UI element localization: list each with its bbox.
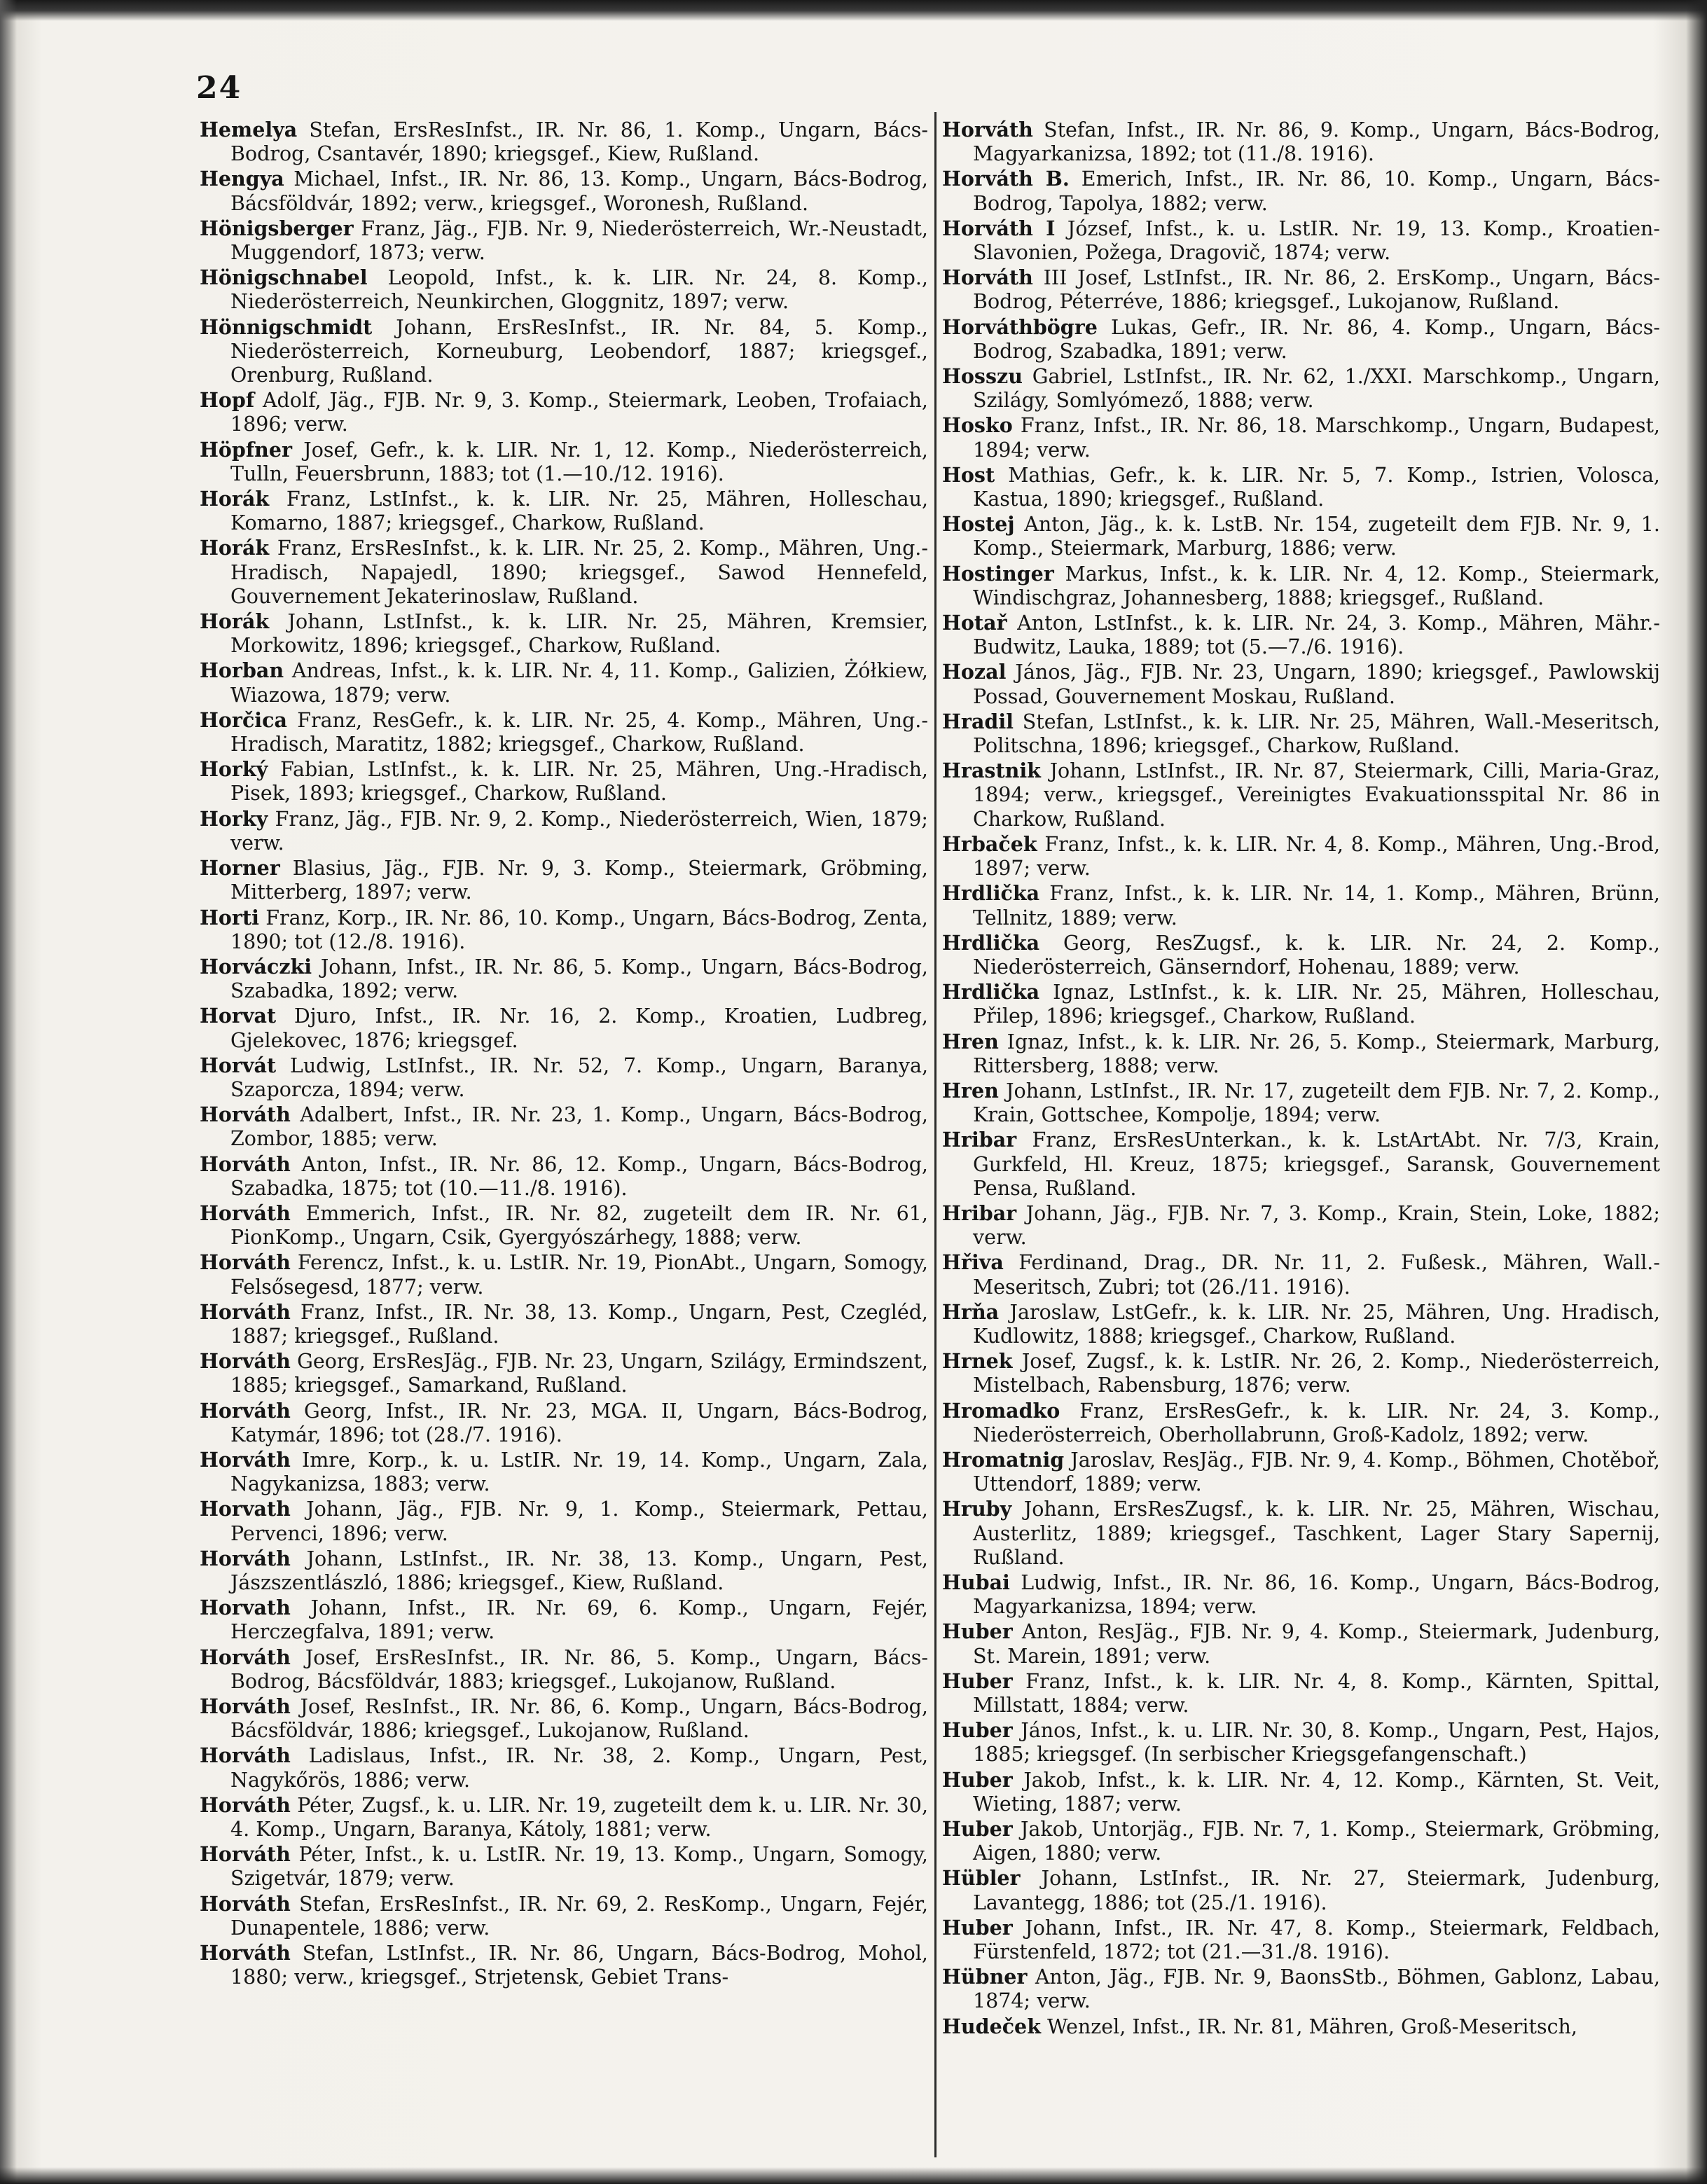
- entry-details: Lukas, Gefr., IR. Nr. 86, 4. Komp., Ungarn, Bács-Bodrog, Szabadka, 1891; verw.: [973, 315, 1660, 363]
- entry-details: Jakob, Untorjäg., FJB. Nr. 7, 1. Komp., Steiermark, Gröbming, Aigen, 1880; verw.: [973, 1818, 1660, 1865]
- list-entry: [200, 315, 928, 388]
- entry-surname: Horban: [200, 658, 284, 683]
- list-entry: [200, 856, 928, 904]
- entry-details: János, Jäg., FJB. Nr. 23, Ungarn, 1890; kriegsgef., Pawlowskij Possad, Gouvernement Moskau, Rußland.: [973, 661, 1660, 708]
- entry-details: Franz, Infst., k. k. LIR. Nr. 14, 1. Komp., Mähren, Brünn, Tellnitz, 1889; verw.: [973, 882, 1660, 929]
- entry-details: Johann, Infst., IR. Nr. 69, 6. Komp., Ungarn, Fejér, Herczegfalva, 1891; verw.: [230, 1596, 928, 1644]
- entry-surname: Horák: [200, 536, 270, 560]
- list-entry: [200, 1694, 928, 1743]
- list-entry: [200, 955, 928, 1003]
- entry-surname: Horváth: [942, 265, 1033, 290]
- entry-surname: Host: [942, 462, 995, 487]
- entry-details: János, Infst., k. u. LIR. Nr. 30, 8. Komp., Ungarn, Pest, Hajos, 1885; kriegsgef. (In serbischer Kriegsgefangenschaft.): [973, 1719, 1660, 1767]
- entry-surname: Horky: [200, 806, 268, 831]
- entry-details: Jaroslav, ResJäg., FJB. Nr. 9, 4. Komp., Böhmen, Chotěboř, Uttendorf, 1889; verw.: [973, 1448, 1660, 1496]
- entry-surname: Hostinger: [942, 561, 1054, 586]
- list-entry: [942, 118, 1660, 166]
- entry-surname: Horvath: [200, 1596, 291, 1620]
- right-column: [942, 118, 1660, 2040]
- entry-details: Ludwig, LstInfst., IR. Nr. 52, 7. Komp., Ungarn, Baranya, Szaporcza, 1894; verw.: [230, 1053, 928, 1101]
- entry-details: Johann, Infst., IR. Nr. 86, 5. Komp., Ungarn, Bács-Bodrog, Szabadka, 1892; verw.: [230, 955, 928, 1003]
- entry-details: Franz, ErsResGefr., k. k. LIR. Nr. 24, 3. Komp., Niederösterreich, Oberhollabrunn, Groß-Kadolz, 1892; verw.: [973, 1399, 1660, 1446]
- entry-surname: Horák: [200, 487, 270, 511]
- list-entry: [200, 167, 928, 215]
- list-entry: [200, 1547, 928, 1595]
- entry-details: Anton, ResJäg., FJB. Nr. 9, 4. Komp., Steiermark, Judenburg, St. Marein, 1891; verw.: [973, 1620, 1660, 1668]
- entry-surname: Hengya: [200, 167, 284, 191]
- entry-details: Stefan, Infst., IR. Nr. 86, 9. Komp., Ungarn, Bács-Bodrog, Magyarkanizsa, 1892; tot (11./8. 1916).: [973, 118, 1660, 166]
- entry-details: Leopold, Infst., k. k. LIR. Nr. 24, 8. Komp., Niederösterreich, Neunkirchen, Gloggnitz, 1897; verw.: [230, 266, 928, 314]
- list-entry: [942, 1817, 1660, 1865]
- list-entry: [200, 1448, 928, 1496]
- entry-details: Johann, LstInfst., k. k. LIR. Nr. 25, Mähren, Kremsier, Morkowitz, 1896; kriegsgef., Charkow, Rußland.: [230, 610, 928, 658]
- entry-surname: Horváth: [200, 1694, 291, 1718]
- entry-details: Ignaz, Infst., k. k. LIR. Nr. 26, 5. Komp., Steiermark, Marburg, Rittersberg, 1888; verw.: [973, 1030, 1660, 1077]
- entry-details: Johann, Jäg., FJB. Nr. 9, 1. Komp., Steiermark, Pettau, Pervenci, 1896; verw.: [230, 1498, 928, 1545]
- entry-surname: Huber: [942, 1915, 1013, 1940]
- entry-surname: Hruby: [942, 1497, 1012, 1521]
- entry-details: Franz, LstInfst., k. k. LIR. Nr. 25, Mähren, Holleschau, Komarno, 1887; kriegsgef., Charkow, Rußland.: [230, 488, 928, 535]
- entry-details: Adalbert, Infst., IR. Nr. 23, 1. Komp., Ungarn, Bács-Bodrog, Zombor, 1885; verw.: [230, 1103, 928, 1151]
- entry-details: Franz, Jäg., FJB. Nr. 9, 2. Komp., Niederösterreich, Wien, 1879; verw.: [230, 807, 928, 855]
- entry-surname: Hren: [942, 1078, 999, 1103]
- list-entry: [200, 1596, 928, 1644]
- entry-details: Josef, Zugsf., k. k. LstIR. Nr. 26, 2. Komp., Niederösterreich, Mistelbach, Rabensburg, 1876; verw.: [973, 1350, 1660, 1397]
- entry-details: Imre, Korp., k. u. LstIR. Nr. 19, 14. Komp., Ungarn, Zala, Nagykanizsa, 1883; verw.: [230, 1448, 928, 1496]
- entry-surname: Horváth: [200, 1792, 291, 1817]
- entry-details: Ferdinand, Drag., DR. Nr. 11, 2. Fußesk., Mähren, Wall.-Meseritsch, Zubri; tot (26./11. 1916).: [973, 1251, 1660, 1299]
- entry-details: Johann, ErsResZugsf., k. k. LIR. Nr. 25, Mähren, Wischau, Austerlitz, 1889; kriegsgef., Taschkent, Lager Stary Sapernij, Rußland.: [973, 1498, 1660, 1569]
- entry-surname: Horváth: [942, 118, 1033, 141]
- entry-surname: Horner: [200, 856, 280, 880]
- entry-details: Ignaz, LstInfst., k. k. LIR. Nr. 25, Mähren, Holleschau, Přilep, 1896; kriegsgef., Charkow, Rußland.: [973, 981, 1660, 1028]
- entry-surname: Hubai: [942, 1570, 1010, 1594]
- list-entry: [942, 1079, 1660, 1127]
- list-entry: [200, 708, 928, 756]
- entry-surname: Hosko: [942, 413, 1013, 438]
- entry-surname: Hübler: [942, 1866, 1021, 1891]
- list-entry: [200, 757, 928, 806]
- entry-details: Djuro, Infst., IR. Nr. 16, 2. Komp., Kroatien, Ludbreg, Gjelekovec, 1876; kriegsgef.: [230, 1004, 928, 1052]
- list-entry: [942, 1768, 1660, 1816]
- list-entry: [942, 759, 1660, 831]
- entry-surname: Hosszu: [942, 364, 1023, 389]
- entry-surname: Horváth: [200, 1398, 291, 1423]
- entry-surname: Horváth: [200, 1645, 291, 1669]
- entry-details: Josef, Gefr., k. k. LIR. Nr. 1, 12. Komp., Niederösterreich, Tulln, Feuersbrunn, 1883; tot (1.—10./12. 1916).: [230, 438, 928, 485]
- entry-surname: Hemelya: [200, 118, 298, 141]
- list-entry: [200, 1941, 928, 1989]
- entry-details: Michael, Infst., IR. Nr. 86, 13. Komp., Ungarn, Bács-Bodrog, Bácsföldvár, 1892; verw., kriegsgef., Woronesh, Rußland.: [230, 167, 928, 215]
- entry-details: Stefan, LstInfst., IR. Nr. 86, Ungarn, Bács-Bodrog, Mohol, 1880; verw., kriegsgef., Strjetensk, Gebiet Trans-: [230, 1942, 928, 1989]
- list-entry: [200, 1793, 928, 1841]
- list-entry: [942, 832, 1660, 880]
- list-entry: [942, 1448, 1660, 1496]
- list-entry: [200, 609, 928, 658]
- entry-details: Jakob, Infst., k. k. LIR. Nr. 4, 12. Komp., Kärnten, St. Veit, Wieting, 1887; verw.: [973, 1768, 1660, 1816]
- entry-details: Ladislaus, Infst., IR. Nr. 38, 2. Komp., Ungarn, Pest, Nagykőrös, 1886; verw.: [230, 1744, 928, 1792]
- list-entry: [200, 487, 928, 535]
- entry-surname: Horváthbögre: [942, 315, 1098, 339]
- entry-surname: Horvath: [200, 1497, 291, 1521]
- entry-surname: Hrnek: [942, 1349, 1013, 1374]
- list-entry: [200, 216, 928, 265]
- entry-details: Stefan, LstInfst., k. k. LIR. Nr. 25, Mähren, Wall.-Meseritsch, Politschna, 1896; kriegsgef., Charkow, Rußland.: [973, 710, 1660, 758]
- entry-surname: Horváth: [200, 1891, 291, 1916]
- entry-details: Péter, Zugsf., k. u. LIR. Nr. 19, zugeteilt dem k. u. LIR. Nr. 30, 4. Komp., Ungarn, Baranya, Kátoly, 1881; verw.: [230, 1793, 928, 1841]
- entry-surname: Hrdlička: [942, 930, 1040, 955]
- list-entry: [200, 1053, 928, 1102]
- entry-details: Anton, Jäg., FJB. Nr. 9, BaonsStb., Böhmen, Gablonz, Labau, 1874; verw.: [973, 1965, 1660, 2013]
- list-entry: [942, 1300, 1660, 1348]
- entry-details: Markus, Infst., k. k. LIR. Nr. 4, 12. Komp., Steiermark, Windischgraz, Johannesberg, 1888; kriegsgef., Rußland.: [973, 562, 1660, 609]
- entry-surname: Hradil: [942, 709, 1014, 733]
- list-entry: [942, 980, 1660, 1028]
- list-entry: [942, 1669, 1660, 1718]
- entry-surname: Hönigschnabel: [200, 265, 368, 290]
- list-entry: [200, 1497, 928, 1545]
- entry-details: Franz, ErsResInfst., k. k. LIR. Nr. 25, 2. Komp., Mähren, Ung.-Hradisch, Napajedl, 1890; kriegsgef., Sawod Hennefeld, Gouvernement Jekaterinoslaw, Rußland.: [230, 537, 928, 608]
- entry-details: Emerich, Infst., IR. Nr. 86, 10. Komp., Ungarn, Bács-Bodrog, Tapolya, 1882; verw.: [973, 167, 1660, 215]
- list-entry: [942, 1718, 1660, 1767]
- list-entry: [942, 1349, 1660, 1397]
- entry-surname: Hrdlička: [942, 980, 1040, 1004]
- list-entry: [942, 1570, 1660, 1619]
- entry-details: Franz, Jäg., FJB. Nr. 9, Niederösterreich, Wr.-Neustadt, Muggendorf, 1873; verw.: [230, 216, 928, 265]
- list-entry: [942, 1619, 1660, 1668]
- entry-surname: Huber: [942, 1817, 1013, 1841]
- entry-surname: Hrňa: [942, 1299, 1000, 1324]
- list-entry: [942, 1866, 1660, 1914]
- list-entry: [942, 660, 1660, 708]
- list-entry: [942, 463, 1660, 511]
- entry-surname: Huber: [942, 1767, 1013, 1792]
- list-entry: [200, 906, 928, 954]
- list-entry: [200, 1842, 928, 1891]
- list-entry: [942, 1030, 1660, 1078]
- list-entry: [200, 1892, 928, 1940]
- entry-surname: Huber: [942, 1619, 1013, 1644]
- list-entry: [942, 216, 1660, 265]
- entry-surname: Horký: [200, 757, 268, 782]
- list-entry: [942, 931, 1660, 979]
- entry-surname: Horváth: [200, 1546, 291, 1570]
- list-entry: [200, 438, 928, 486]
- entry-details: Mathias, Gefr., k. k. LIR. Nr. 5, 7. Komp., Istrien, Volosca, Kastua, 1890; kriegsgef., Rußland.: [973, 463, 1660, 511]
- list-entry: [200, 1103, 928, 1151]
- entry-details: Anton, Infst., IR. Nr. 86, 12. Komp., Ungarn, Bács-Bodrog, Szabadka, 1875; tot (10.—11./8. 1916).: [230, 1152, 928, 1200]
- entry-details: Franz, Korp., IR. Nr. 86, 10. Komp., Ungarn, Bács-Bodrog, Zenta, 1890; tot (12./8. 1916).: [230, 906, 928, 953]
- entry-details: Franz, ResGefr., k. k. LIR. Nr. 25, 4. Komp., Mähren, Ung.-Hradisch, Maratitz, 1882; kriegsgef., Charkow, Rußland.: [230, 708, 928, 756]
- list-entry: [200, 658, 928, 707]
- entry-surname: Huber: [942, 1718, 1013, 1743]
- entry-surname: Hrdlička: [942, 881, 1040, 906]
- entry-surname: Hopf: [200, 388, 255, 413]
- entry-details: Blasius, Jäg., FJB. Nr. 9, 3. Komp., Steiermark, Gröbming, Mitterberg, 1897; verw.: [230, 857, 928, 904]
- entry-surname: Horváth I: [942, 216, 1056, 240]
- entry-surname: Hromadko: [942, 1398, 1060, 1423]
- list-entry: [200, 265, 928, 314]
- entry-details: Andreas, Infst., k. k. LIR. Nr. 4, 11. Komp., Galizien, Żółkiew, Wiazowa, 1879; verw.: [230, 659, 928, 707]
- column-divider: [934, 112, 937, 2157]
- entry-details: Johann, LstInfst., IR. Nr. 27, Steiermark, Judenburg, Lavantegg, 1886; tot (25./1. 1916).: [973, 1867, 1660, 1914]
- entry-surname: Horváth: [200, 1299, 291, 1324]
- scan-edge-top: [0, 0, 1707, 21]
- entry-details: József, Infst., k. u. LstIR. Nr. 19, 13. Komp., Kroatien-Slavonien, Požega, Dragovič, 1874; verw.: [973, 216, 1660, 265]
- entry-surname: Horváth: [200, 1447, 291, 1472]
- entry-details: Franz, Infst., IR. Nr. 86, 18. Marschkomp., Ungarn, Budapest, 1894; verw.: [973, 414, 1660, 462]
- entry-details: Wenzel, Infst., IR. Nr. 81, Mähren, Groß-Meseritsch,: [1040, 2014, 1577, 2038]
- entry-surname: Horváczki: [200, 954, 312, 979]
- entry-details: Ludwig, Infst., IR. Nr. 86, 16. Komp., Ungarn, Bács-Bodrog, Magyarkanizsa, 1894; verw.: [973, 1570, 1660, 1619]
- entry-details: Johann, LstInfst., IR. Nr. 87, Steiermark, Cilli, Maria-Graz, 1894; verw., kriegsgef., Vereinigtes Evakuationsspital Nr. 86 in Charkow, Rußland.: [973, 759, 1660, 831]
- list-entry: [942, 315, 1660, 364]
- list-entry: [200, 536, 928, 609]
- list-entry: [942, 1965, 1660, 2013]
- list-entry: [200, 388, 928, 436]
- entry-details: Péter, Infst., k. u. LstIR. Nr. 19, 13. Komp., Ungarn, Somogy, Szigetvár, 1879; verw.: [230, 1843, 928, 1891]
- list-entry: [942, 1201, 1660, 1250]
- entry-surname: Hribar: [942, 1128, 1017, 1152]
- entry-surname: Hribar: [942, 1201, 1017, 1225]
- entry-surname: Hřiva: [942, 1250, 1004, 1275]
- entry-surname: Hönigsberger: [200, 216, 354, 240]
- entry-details: Franz, Infst., IR. Nr. 38, 13. Komp., Ungarn, Pest, Czegléd, 1887; kriegsgef., Rußland.: [230, 1300, 928, 1348]
- entry-surname: Hudeček: [942, 2014, 1041, 2038]
- entry-details: Josef, ResInfst., IR. Nr. 86, 6. Komp., Ungarn, Bács-Bodrog, Bácsföldvár, 1886; kriegsgef., Lukojanow, Rußland.: [230, 1695, 928, 1743]
- entry-details: Johann, LstInfst., IR. Nr. 17, zugeteilt dem FJB. Nr. 7, 2. Komp., Krain, Gottschee, Kompolje, 1894; verw.: [973, 1079, 1660, 1127]
- entry-details: Franz, Infst., k. k. LIR. Nr. 4, 8. Komp., Kärnten, Spittal, Millstatt, 1884; verw.: [973, 1669, 1660, 1717]
- list-entry: [942, 413, 1660, 462]
- entry-surname: Höpfner: [200, 437, 292, 462]
- entry-details: Stefan, ErsResInfst., IR. Nr. 86, 1. Komp., Ungarn, Bács-Bodrog, Csantavér, 1890; kriegsgef., Kiew, Rußland.: [230, 118, 928, 166]
- list-entry: [200, 1645, 928, 1694]
- list-entry: [200, 1399, 928, 1447]
- entry-details: Johann, LstInfst., IR. Nr. 38, 13. Komp., Ungarn, Pest, Jászszentlászló, 1886; kriegsgef., Kiew, Rußland.: [230, 1547, 928, 1594]
- list-entry: [200, 1004, 928, 1052]
- list-entry: [942, 512, 1660, 560]
- entry-surname: Hönnigschmidt: [200, 315, 373, 339]
- entry-surname: Huber: [942, 1668, 1013, 1693]
- entry-details: Georg, Infst., IR. Nr. 23, MGA. II, Ungarn, Bács-Bodrog, Katymár, 1896; tot (28./7. 1916).: [230, 1399, 928, 1446]
- entry-surname: Hren: [942, 1029, 999, 1053]
- list-entry: [200, 1250, 928, 1299]
- list-entry: [942, 167, 1660, 215]
- entry-surname: Horváth: [200, 1152, 291, 1176]
- entry-details: Anton, LstInfst., k. k. LIR. Nr. 24, 3. Komp., Mähren, Mähr.-Budwitz, Lauka, 1889; tot (5.—7./6. 1916).: [973, 611, 1660, 659]
- entry-surname: Horváth B.: [942, 167, 1070, 191]
- entry-details: Johann, Jäg., FJB. Nr. 7, 3. Komp., Krain, Stein, Loke, 1882; verw.: [973, 1201, 1660, 1250]
- list-entry: [942, 562, 1660, 610]
- entry-details: Anton, Jäg., k. k. LstB. Nr. 154, zugeteilt dem FJB. Nr. 9, 1. Komp., Steiermark, Marburg, 1886; verw.: [973, 513, 1660, 560]
- entry-surname: Hrastnik: [942, 759, 1041, 783]
- entry-surname: Horvát: [200, 1053, 277, 1077]
- list-entry: [942, 265, 1660, 314]
- scan-edge-right: [1686, 0, 1707, 2184]
- entry-surname: Horváth: [200, 1743, 291, 1768]
- list-entry: [942, 611, 1660, 659]
- entry-surname: Horváth: [200, 1842, 291, 1867]
- list-entry: [942, 2014, 1660, 2039]
- page-number: 24: [196, 70, 242, 106]
- list-entry: [200, 807, 928, 855]
- entry-details: Jaroslaw, LstGefr., k. k. LIR. Nr. 25, Mähren, Ung. Hradisch, Kudlowitz, 1888; kriegsgef., Charkow, Rußland.: [973, 1300, 1660, 1348]
- entry-details: Franz, ErsResUnterkan., k. k. LstArtAbt. Nr. 7/3, Krain, Gurkfeld, Hl. Kreuz, 1875; kriegsgef., Saransk, Gouvernement Pensa, Rußland.: [973, 1128, 1660, 1200]
- entry-surname: Horák: [200, 609, 270, 634]
- entry-details: Georg, ErsResJäg., FJB. Nr. 23, Ungarn, Szilágy, Ermindszent, 1885; kriegsgef., Samarkand, Rußland.: [230, 1350, 928, 1397]
- list-entry: [200, 1743, 928, 1792]
- list-entry: [942, 1128, 1660, 1201]
- entry-surname: Horti: [200, 905, 259, 929]
- entry-surname: Hotař: [942, 611, 1007, 635]
- entry-surname: Hromatnig: [942, 1447, 1065, 1472]
- entry-surname: Horvat: [200, 1004, 277, 1028]
- left-column: [200, 118, 928, 1990]
- entry-details: Fabian, LstInfst., k. k. LIR. Nr. 25, Mähren, Ung.-Hradisch, Pisek, 1893; kriegsgef., Charkow, Rußland.: [230, 758, 928, 806]
- list-entry: [200, 1300, 928, 1348]
- entry-details: Emmerich, Infst., IR. Nr. 82, zugeteilt dem IR. Nr. 61, PionKomp., Ungarn, Csik, Gyergyószárhegy, 1888; verw.: [230, 1201, 928, 1250]
- entry-surname: Horváth: [200, 1941, 291, 1965]
- list-entry: [942, 1497, 1660, 1570]
- list-entry: [942, 1250, 1660, 1299]
- list-entry: [942, 1916, 1660, 1964]
- entry-surname: Hostej: [942, 512, 1015, 537]
- entry-details: III Josef, LstInfst., IR. Nr. 86, 2. ErsKomp., Ungarn, Bács-Bodrog, Péterréve, 1886; kriegsgef., Lukojanow, Rußland.: [973, 266, 1660, 314]
- list-entry: [942, 710, 1660, 758]
- list-entry: [200, 1349, 928, 1397]
- list-entry: [942, 881, 1660, 929]
- list-entry: [200, 1152, 928, 1201]
- entry-details: Georg, ResZugsf., k. k. LIR. Nr. 24, 2. Komp., Niederösterreich, Gänserndorf, Hohenau, 1889; verw.: [973, 931, 1660, 979]
- entry-surname: Horčica: [200, 707, 287, 732]
- list-entry: [200, 1201, 928, 1250]
- entry-surname: Horváth: [200, 1201, 291, 1225]
- entry-details: Ferencz, Infst., k. u. LstIR. Nr. 19, PionAbt., Ungarn, Somogy, Felsősegesd, 1877; verw.: [230, 1251, 928, 1299]
- entry-details: Johann, Infst., IR. Nr. 47, 8. Komp., Steiermark, Feldbach, Fürstenfeld, 1872; tot (21.—31./8. 1916).: [973, 1916, 1660, 1964]
- entry-surname: Horváth: [200, 1349, 291, 1374]
- entry-details: Franz, Infst., k. k. LIR. Nr. 4, 8. Komp., Mähren, Ung.-Brod, 1897; verw.: [973, 832, 1660, 880]
- scan-edge-bottom: [0, 2167, 1707, 2184]
- entry-details: Stefan, ErsResInfst., IR. Nr. 69, 2. ResKomp., Ungarn, Fejér, Dunapentele, 1886; verw.: [230, 1892, 928, 1940]
- entry-details: Gabriel, LstInfst., IR. Nr. 62, 1./XXI. Marschkomp., Ungarn, Szilágy, Somlyómező, 1888; verw.: [973, 365, 1660, 413]
- list-entry: [942, 364, 1660, 413]
- entry-surname: Hozal: [942, 660, 1007, 684]
- entry-surname: Horváth: [200, 1103, 291, 1127]
- entry-details: Adolf, Jäg., FJB. Nr. 9, 3. Komp., Steiermark, Leoben, Trofaiach, 1896; verw.: [230, 389, 928, 436]
- entry-details: Johann, ErsResInfst., IR. Nr. 84, 5. Komp., Niederösterreich, Korneuburg, Leobendorf, 1887; kriegsgef., Orenburg, Rußland.: [230, 315, 928, 387]
- list-entry: [942, 1399, 1660, 1447]
- list-entry: [200, 118, 928, 166]
- entry-details: Josef, ErsResInfst., IR. Nr. 86, 5. Komp., Ungarn, Bács-Bodrog, Bácsföldvár, 1883; kriegsgef., Lukojanow, Rußland.: [230, 1645, 928, 1693]
- scan-edge-left: [0, 0, 17, 2184]
- entry-surname: Hübner: [942, 1965, 1028, 1989]
- entry-surname: Hrbaček: [942, 831, 1037, 856]
- entry-surname: Horváth: [200, 1250, 291, 1275]
